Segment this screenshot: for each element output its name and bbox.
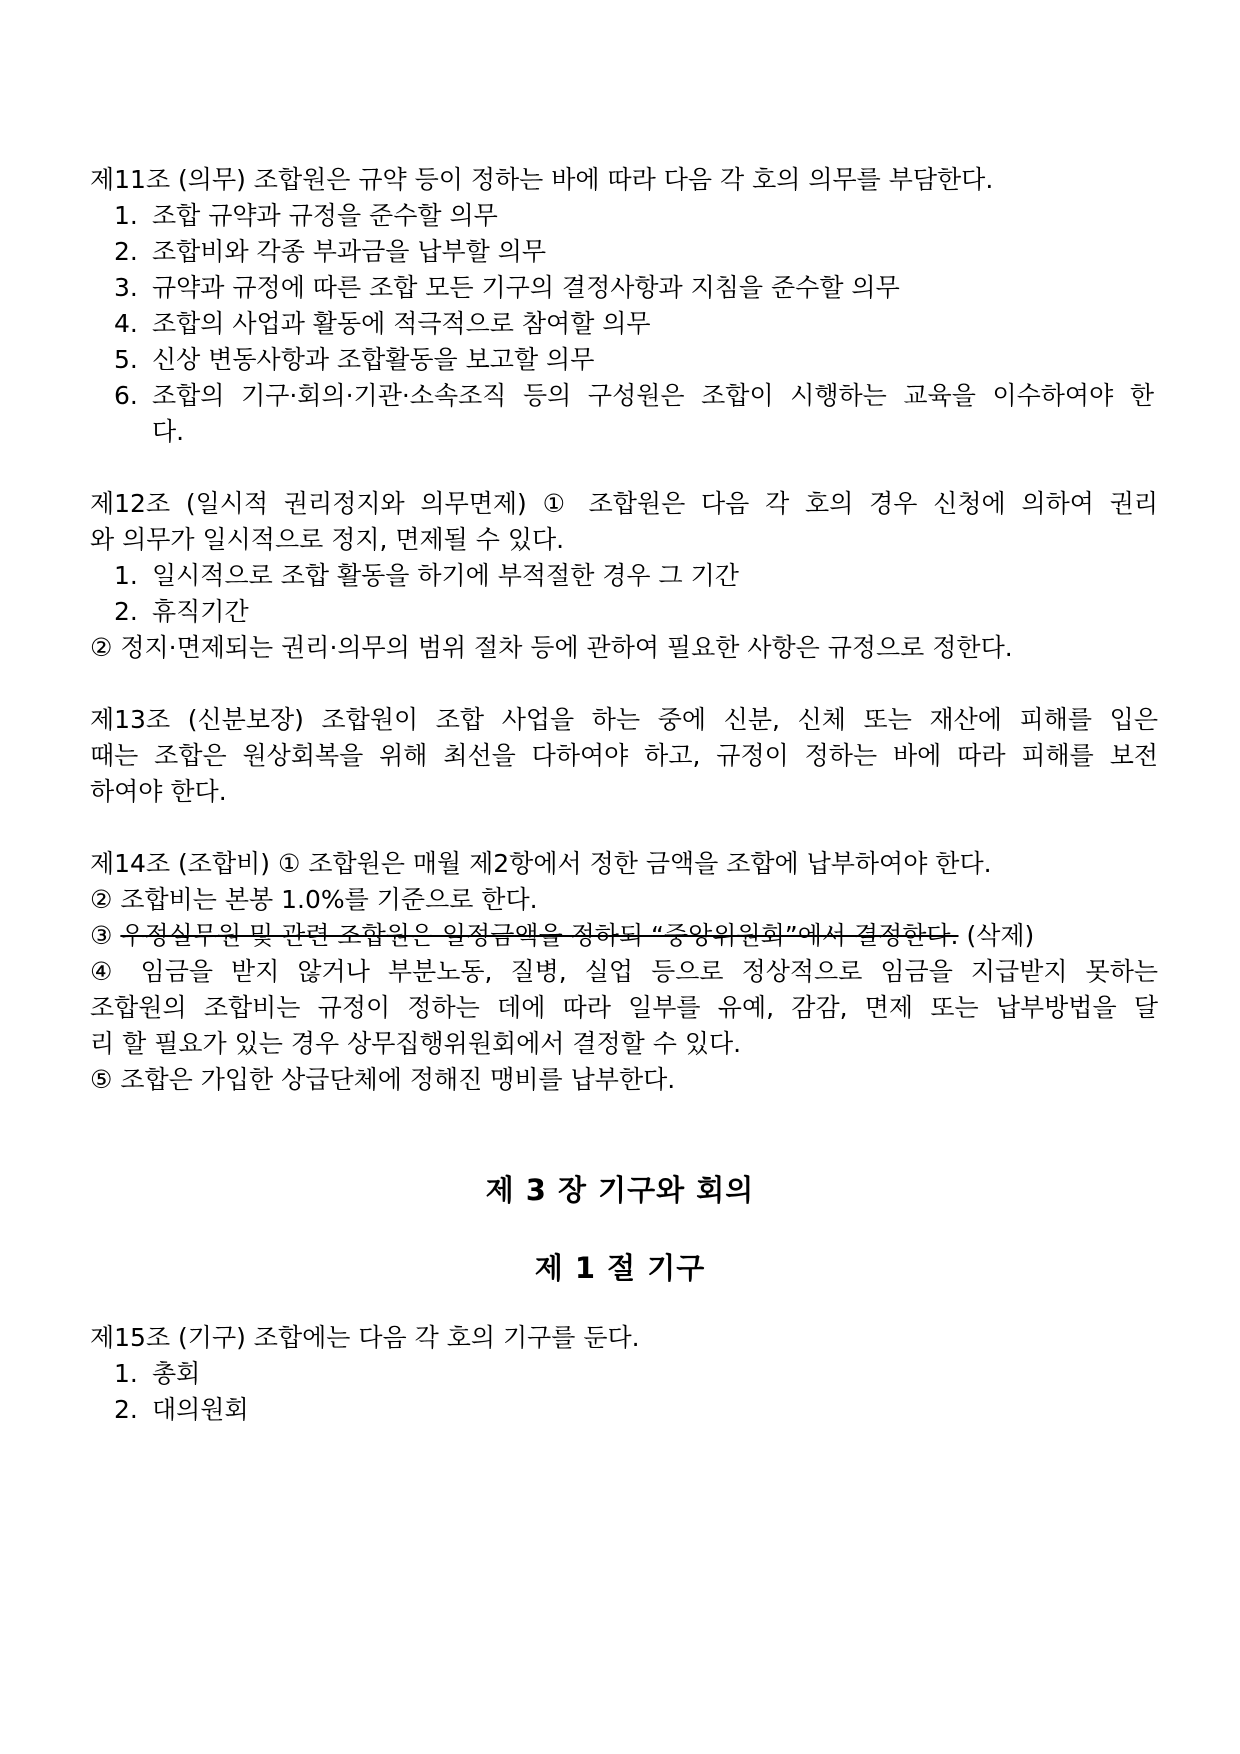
item-text: 총회 — [152, 1359, 201, 1388]
article-11-item-1 — [114, 196, 498, 236]
chapter-heading: 제 3 장 기구와 회의 — [485, 1173, 755, 1207]
article-11-item-3 — [114, 268, 900, 308]
article-14-line-4: ④ 임금을 받지 않거나 부분노동, 질병, 실업 등으로 정상적으로 임금을 지급받지 못하는 — [90, 957, 1158, 986]
article-14-line-7: ⑤ 조합은 가입한 상급단체에 정해진 맹비를 납부한다. — [90, 1065, 676, 1094]
article-12-paragraph-2: ② 정지·면제되는 권리·의무의 범위 절차 등에 관하여 필요한 사항은 규정으로 정한다. — [90, 633, 1013, 662]
item-text: 조합 규약과 규정을 준수할 의무 — [152, 201, 498, 230]
article-15-item-2 — [114, 1390, 249, 1430]
item-text: 일시적으로 조합 활동을 하기에 부적절한 경우 그 기간 — [152, 561, 739, 590]
article-14-line-1: 제14조 (조합비) ① 조합원은 매월 제2항에서 정한 금액을 조합에 납부하여야 한다. — [90, 849, 992, 878]
item-number: 1. — [114, 1359, 138, 1388]
article-12-line-1: 제12조 (일시적 권리정지와 의무면제) ① 조합원은 다음 각 호의 경우 신청에 의하여 권리 — [90, 489, 1158, 518]
item-text: 대의원회 — [152, 1395, 249, 1424]
item-text: 조합의 기구·회의·기관·소속조직 등의 구성원은 조합이 시행하는 교육을 이수하여야 한 — [152, 381, 1154, 410]
deletion-note: (삭제) — [966, 921, 1035, 950]
article-14-line-6: 리 할 필요가 있는 경우 상무집행위원회에서 결정할 수 있다. — [90, 1029, 742, 1058]
article-13-line-1: 제13조 (신분보장) 조합원이 조합 사업을 하는 중에 신분, 신체 또는 재산에 피해를 입은 — [90, 705, 1158, 734]
article-14-line-3 — [90, 916, 1158, 956]
article-11-title: 제11조 (의무) 조합원은 규약 등이 정하는 바에 따라 다음 각 호의 의무를 부담한다. — [90, 165, 994, 194]
item-number: 2. — [114, 237, 138, 266]
item-text: 조합비와 각종 부과금을 납부할 의무 — [152, 237, 547, 266]
article-11-item-5 — [114, 340, 594, 380]
item-number: 6. — [114, 381, 138, 410]
article-12-line-2: 와 의무가 일시적으로 정지, 면제될 수 있다. — [90, 525, 565, 554]
item-number: 3. — [114, 273, 138, 302]
article-15-title: 제15조 (기구) 조합에는 다음 각 호의 기구를 둔다. — [90, 1323, 640, 1352]
item-number: 2. — [114, 597, 138, 626]
item-text: 신상 변동사항과 조합활동을 보고할 의무 — [152, 345, 595, 374]
article-11-item-6 — [114, 376, 1158, 416]
item-text: 휴직기간 — [152, 597, 249, 626]
item-text: 규약과 규정에 따른 조합 모든 기구의 결정사항과 지침을 준수할 의무 — [152, 273, 900, 302]
article-14-line-5: 조합원의 조합비는 규정이 정하는 데에 따라 일부를 유예, 감감, 면제 또는 납부방법을 달 — [90, 993, 1158, 1022]
section-heading: 제 1 절 기구 — [534, 1251, 706, 1285]
article-15-item-1 — [114, 1354, 200, 1394]
article-11-item-6-continuation: 다. — [152, 417, 185, 446]
article-11-item-4 — [114, 304, 651, 344]
article-11-item-2 — [114, 232, 546, 272]
item-number: 2. — [114, 1395, 138, 1424]
article-14-line-2: ② 조합비는 본봉 1.0%를 기준으로 한다. — [90, 885, 538, 914]
item-number: 1. — [114, 201, 138, 230]
item-number: 5. — [114, 345, 138, 374]
item-text: 조합의 사업과 활동에 적극적으로 참여할 의무 — [152, 309, 651, 338]
item-number: 4. — [114, 309, 138, 338]
article-12-item-1 — [114, 556, 739, 596]
paragraph-mark: ③ — [90, 921, 113, 950]
deleted-text: 우정실무원 및 관련 조합원은 일정금액을 정하되 “중앙위원회”에서 결정한다. — [120, 921, 959, 950]
item-number: 1. — [114, 561, 138, 590]
article-13-line-2: 때는 조합은 원상회복을 위해 최선을 다하여야 하고, 규정이 정하는 바에 따라 피해를 보전 — [90, 741, 1158, 770]
article-12-item-2 — [114, 592, 249, 632]
article-13-line-3: 하여야 한다. — [90, 777, 227, 806]
